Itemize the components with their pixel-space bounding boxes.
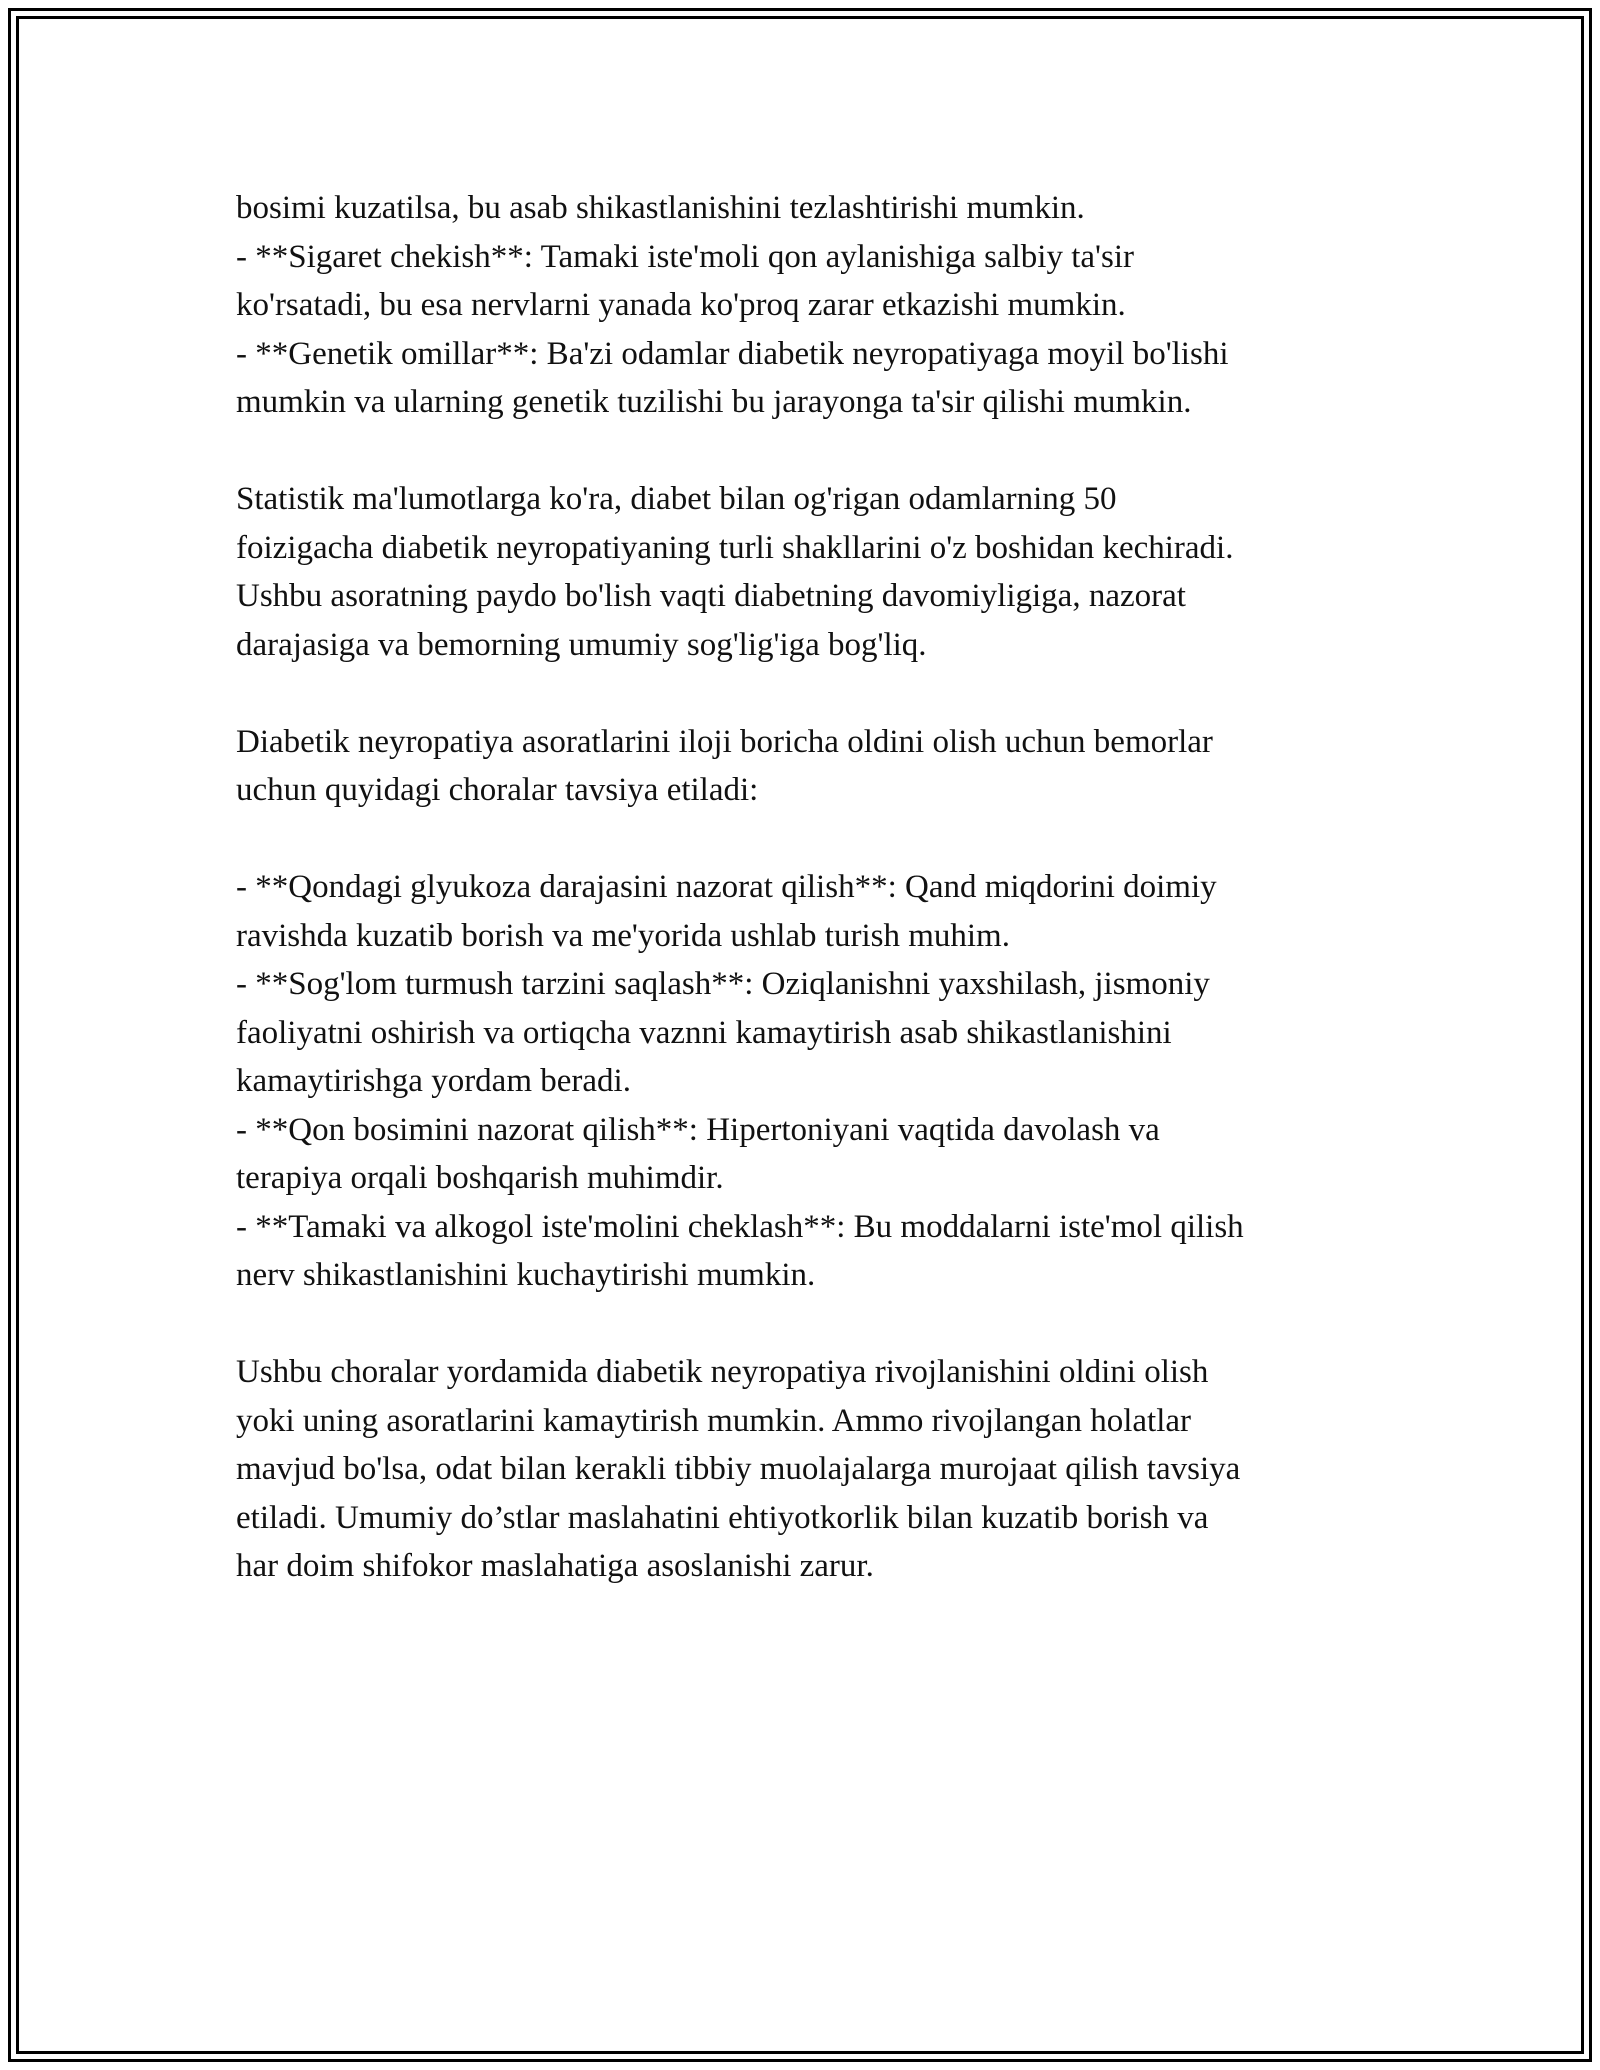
text-line: foizigacha diabetik neyropatiyaning turli shakllarini o'z boshidan kechiradi. [236, 529, 1234, 566]
paragraph-spacer [236, 815, 1376, 864]
paragraph-statistics [236, 475, 1376, 669]
list-item-smoking: - **Sigaret chekish**: Tamaki iste'moli qon aylanishiga salbiy ta'sir [236, 238, 1134, 275]
list-item-genetics: - **Genetik omillar**: Ba'zi odamlar diabetik neyropatiyaga moyil bo'lishi [236, 335, 1229, 372]
text-line: yoki uning asoratlarini kamaytirish mumkin. Ammo rivojlangan holatlar [236, 1402, 1192, 1439]
paragraph-prevention-intro [236, 718, 1376, 815]
list-item-healthy-lifestyle: - **Sog'lom turmush tarzini saqlash**: Oziqlanishni yaxshilash, jismoniy [236, 966, 1210, 1002]
list-item-blood-pressure: - **Qon bosimini nazorat qilish**: Hipertoniyani vaqtida davolash va [236, 1111, 1160, 1148]
paragraph-risk-factors [236, 184, 1376, 427]
text-line: darajasiga va bemorning umumiy sog'lig'iga bog'liq. [236, 626, 927, 663]
text-line: kamaytirishga yordam beradi. [236, 1063, 631, 1099]
text-line: Ushbu choralar yordamida diabetik neyropatiya rivojlanishini oldini olish [236, 1354, 1209, 1390]
text-line: Diabetik neyropatiya asoratlarini iloji boricha oldini olish uchun bemorlar [236, 723, 1213, 760]
text-line: mumkin va ularning genetik tuzilishi bu jarayonga ta'sir qilishi mumkin. [236, 384, 1192, 420]
list-item-glucose-control: - **Qondagi glyukoza darajasini nazorat qilish**: Qand miqdorini doimiy [236, 869, 1217, 905]
text-line: ravishda kuzatib borish va me'yorida ushlab turish muhim. [236, 917, 1010, 954]
text-line: terapiya orqali boshqarish muhimdir. [236, 1160, 724, 1196]
document-body [236, 184, 1376, 1591]
text-line: mavjud bo'lsa, odat bilan kerakli tibbiy muolajalarga murojaat qilish tavsiya [236, 1451, 1241, 1487]
paragraph-spacer [236, 427, 1376, 476]
text-line: faoliyatni oshirish va ortiqcha vaznni kamaytirish asab shikastlanishini [236, 1014, 1172, 1051]
text-line: Ushbu asoratning paydo bo'lish vaqti diabetning davomiyligiga, nazorat [236, 578, 1186, 614]
paragraph-spacer [236, 1300, 1376, 1349]
text-line: uchun quyidagi choralar tavsiya etiladi: [236, 772, 759, 808]
text-line: har doim shifokor maslahatiga asoslanishi zarur. [236, 1548, 874, 1584]
text-line: ko'rsatadi, bu esa nervlarni yanada ko'proq zarar etkazishi mumkin. [236, 287, 1126, 323]
text-line: nerv shikastlanishini kuchaytirishi mumkin. [236, 1257, 816, 1293]
paragraph-prevention-list [236, 863, 1376, 1300]
text-line: Statistik ma'lumotlarga ko'ra, diabet bilan og'rigan odamlarning 50 [236, 481, 1117, 517]
text-line: etiladi. Umumiy do’stlar maslahatini ehtiyotkorlik bilan kuzatib borish va [236, 1499, 1209, 1536]
paragraph-conclusion [236, 1348, 1376, 1591]
paragraph-spacer [236, 669, 1376, 718]
list-item-tobacco-alcohol: - **Tamaki va alkogol iste'molini cheklash**: Bu moddalarni iste'mol qilish [236, 1208, 1244, 1245]
text-line: bosimi kuzatilsa, bu asab shikastlanishini tezlashtirishi mumkin. [236, 190, 1085, 226]
